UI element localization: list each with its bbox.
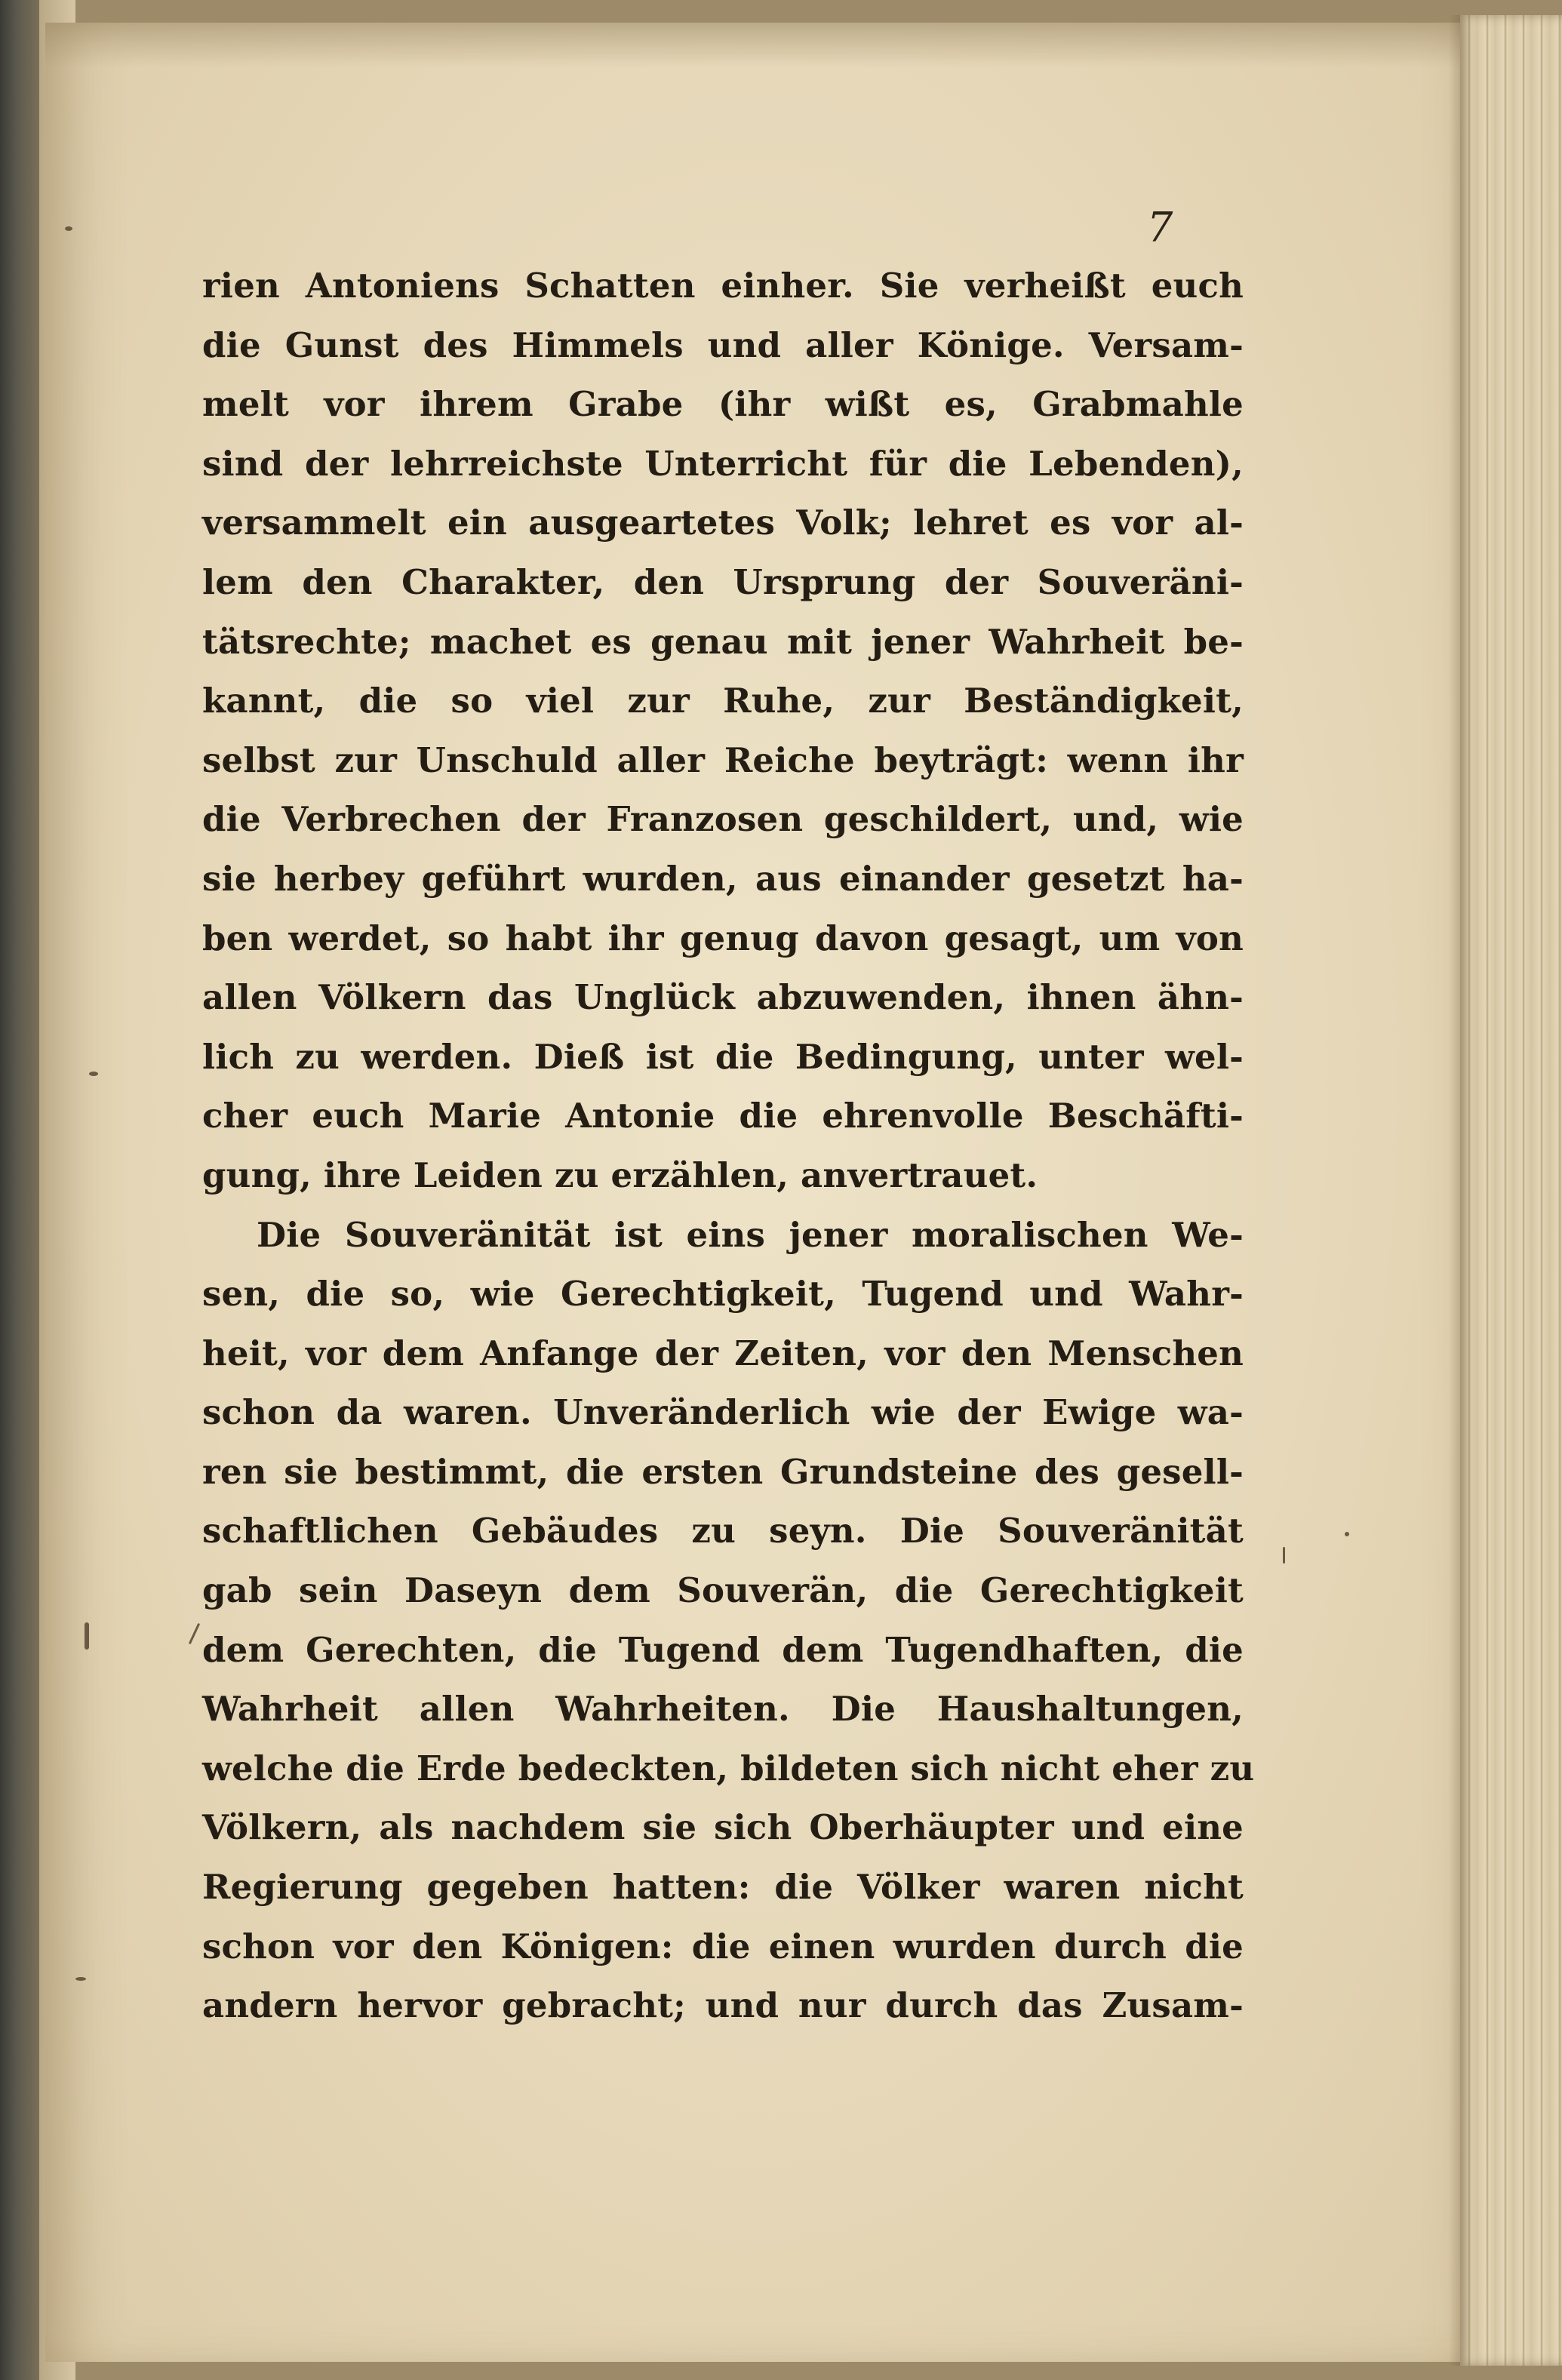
text-line: sen, die so, wie Gerechtigkeit, Tugend und Wahr- bbox=[202, 1274, 1244, 1315]
text-line: andern hervor gebracht; und nur durch das Zusam- bbox=[202, 1985, 1244, 2026]
text-line: ben werdet, so habt ihr genug davon gesagt, um von bbox=[202, 918, 1244, 958]
text-line: dem Gerechten, die Tugend dem Tugendhaften, die bbox=[202, 1629, 1244, 1670]
paper-speck bbox=[85, 1622, 89, 1650]
page-number: 7 bbox=[1147, 204, 1173, 251]
text-line: versammelt ein ausgeartetes Volk; lehret es vor al- bbox=[202, 503, 1244, 543]
text-line-last: gung, ihre Leiden zu erzählen, anvertrauet. bbox=[202, 1155, 1038, 1195]
text-line: tätsrechte; machet es genau mit jener Wahrheit be- bbox=[202, 621, 1244, 662]
body-text bbox=[202, 257, 1255, 2036]
text-line: Regierung gegeben hatten: die Völker waren nicht bbox=[202, 1867, 1244, 1908]
text-line: Völkern, als nachdem sie sich Oberhäupter und eine bbox=[202, 1807, 1244, 1848]
text-line: kannt, die so viel zur Ruhe, zur Beständigkeit, bbox=[202, 681, 1244, 721]
text-line: selbst zur Unschuld aller Reiche beyträgt: wenn ihr bbox=[202, 740, 1244, 780]
paragraph-first-line: Die Souveränität ist eins jener moralischen We- bbox=[257, 1214, 1244, 1255]
text-line: sind der lehrreichste Unterricht für die Lebenden), bbox=[202, 443, 1244, 484]
paper-speck bbox=[75, 1977, 86, 1981]
text-line: die Verbrechen der Franzosen geschildert, und, wie bbox=[202, 799, 1244, 840]
text-line: welche die Erde bedeckten, bildeten sich nicht eher zu bbox=[202, 1748, 1255, 1788]
stacked-page-edges bbox=[1460, 15, 1562, 2366]
text-line: Wahrheit allen Wahrheiten. Die Haushaltungen, bbox=[202, 1689, 1244, 1730]
text-line: gab sein Daseyn dem Souverän, die Gerechtigkeit bbox=[202, 1570, 1244, 1611]
paper-speck bbox=[89, 1072, 98, 1076]
paper-speck bbox=[1345, 1532, 1349, 1536]
text-line: schon da waren. Unveränderlich wie der Ewige wa- bbox=[202, 1392, 1244, 1433]
text-line: schaftlichen Gebäudes zu seyn. Die Souveränität bbox=[202, 1511, 1244, 1551]
paper-speck bbox=[65, 226, 72, 231]
text-line: die Gunst des Himmels und aller Könige. Versam- bbox=[202, 324, 1244, 365]
text-line: cher euch Marie Antonie die ehrenvolle Beschäfti- bbox=[202, 1096, 1244, 1136]
text-line: lich zu werden. Dieß ist die Bedingung, unter wel- bbox=[202, 1036, 1244, 1077]
paper-speck bbox=[1283, 1547, 1285, 1564]
text-line: sie herbey geführt wurden, aus einander gesetzt ha- bbox=[202, 858, 1244, 899]
page-top-shadow bbox=[45, 23, 1464, 68]
text-line: allen Völkern das Unglück abzuwenden, ihnen ähn- bbox=[202, 977, 1244, 1018]
text-line: heit, vor dem Anfange der Zeiten, vor den Menschen bbox=[202, 1333, 1244, 1373]
text-line: schon vor den Königen: die einen wurden durch die bbox=[202, 1926, 1244, 1966]
text-line: rien Antoniens Schatten einher. Sie verheißt euch bbox=[202, 266, 1244, 306]
book-binding bbox=[0, 0, 39, 2380]
text-line: melt vor ihrem Grabe (ihr wißt es, Grabmahle bbox=[202, 384, 1244, 425]
text-line: lem den Charakter, den Ursprung der Souveräni- bbox=[202, 561, 1244, 602]
text-line: ren sie bestimmt, die ersten Grundsteine des gesell- bbox=[202, 1451, 1244, 1492]
